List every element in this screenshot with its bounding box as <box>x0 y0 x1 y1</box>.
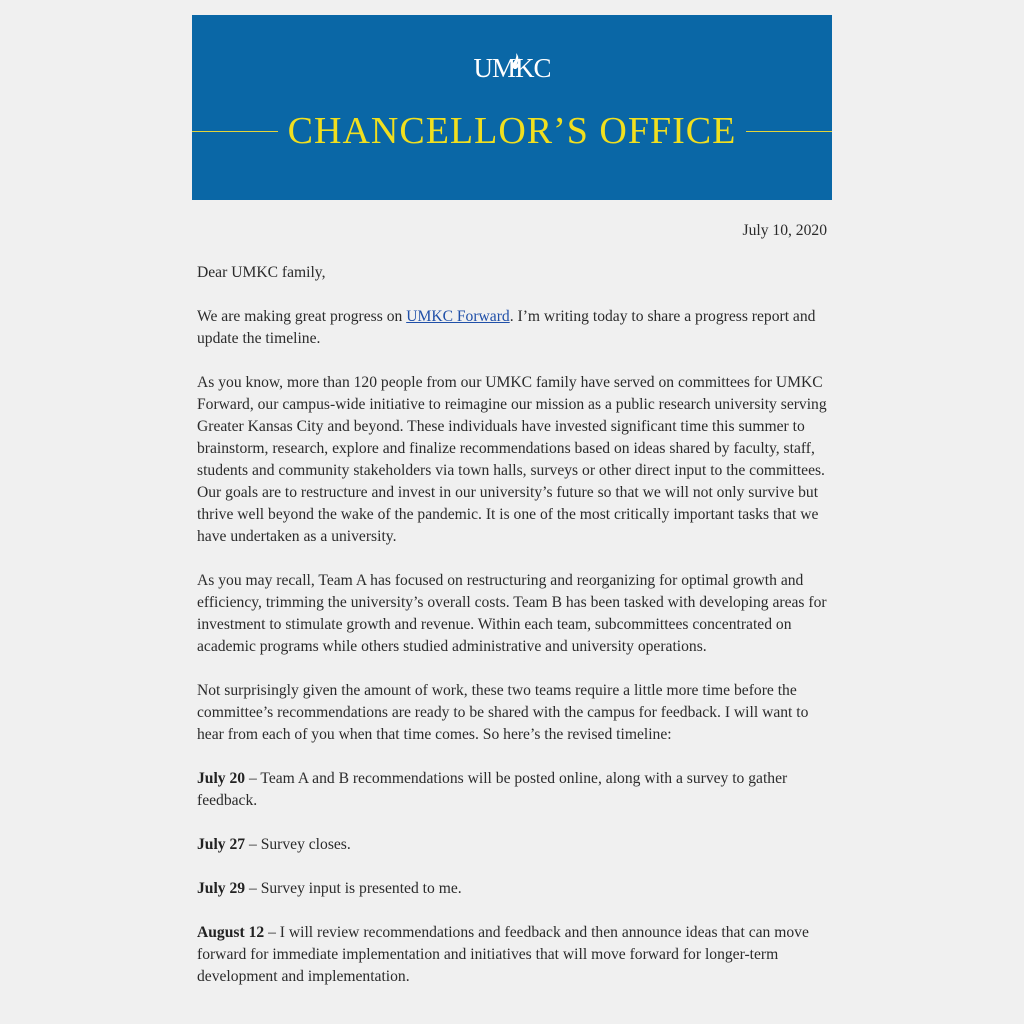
timeline-text: – Team A and B recommendations will be posted online, along with a survey to gather feedback. <box>197 770 788 809</box>
paragraph-teams: As you may recall, Team A has focused on restructuring and reorganizing for optimal growth and efficiency, trimming the university’s overall costs. Team B has been tasked with developing areas for investment to stimulate growth and revenue. Within each team, subcommittees concentrated on academic programs while others studied administrative and university operations. <box>197 572 827 655</box>
umkc-forward-link[interactable]: UMKC Forward <box>406 308 510 325</box>
umkc-logo: UMKC <box>473 53 551 83</box>
greeting: Dear UMKC family, <box>197 264 326 281</box>
banner-title: CHANCELLOR’S OFFICE <box>287 110 737 152</box>
intro-text-end: . I’m writing today to share a progress report and update the timeline. <box>197 308 816 347</box>
paragraph-timeline-intro: Not surprisingly given the amount of work, these two teams require a little more time before the committee’s recommendations are ready to be shared with the campus for feedback. I will want to hear from each of you when that time comes. So here’s the revised timeline: <box>197 682 809 743</box>
header-banner <box>192 15 832 200</box>
paragraph-intro <box>197 306 829 350</box>
timeline-item <box>197 768 829 812</box>
paragraph-committees: As you know, more than 120 people from our UMKC family have served on committees for UMKC Forward, our campus-wide initiative to reimagine our mission as a public research university serving Greater Kansas City and beyond. These individuals have invested significant time this summer to brainstorm, research, explore and finalize recommendations based on ideas shared by faculty, staff, students and community stakeholders via town halls, surveys or other direct input to the committees. Our goals are to restructure and invest in our university’s future so that we will not only survive but thrive well beyond the wake of the pandemic. It is one of the most critically important tasks that we have undertaken as a university. <box>197 374 827 545</box>
divider-right <box>746 131 832 132</box>
timeline-date: August 12 <box>197 924 265 941</box>
letter-body <box>197 220 829 1010</box>
timeline-text: – I will review recommendations and feedback and then announce ideas that can move forward for immediate implementation and initiatives that will move forward for longer-term development and implementation. <box>197 924 809 985</box>
timeline-text: – Survey closes. <box>245 836 351 853</box>
timeline-date: July 27 <box>197 836 246 853</box>
timeline-item <box>197 922 829 988</box>
divider-left <box>192 131 278 132</box>
timeline-item <box>197 878 829 900</box>
intro-text: We are making great progress on <box>197 308 407 325</box>
timeline-date: July 29 <box>197 880 246 897</box>
banner-title-row <box>192 111 832 151</box>
letter-date: July 10, 2020 <box>742 222 827 239</box>
timeline-date: July 20 <box>197 770 246 787</box>
timeline-item <box>197 834 829 856</box>
timeline-text: – Survey input is presented to me. <box>245 880 462 897</box>
